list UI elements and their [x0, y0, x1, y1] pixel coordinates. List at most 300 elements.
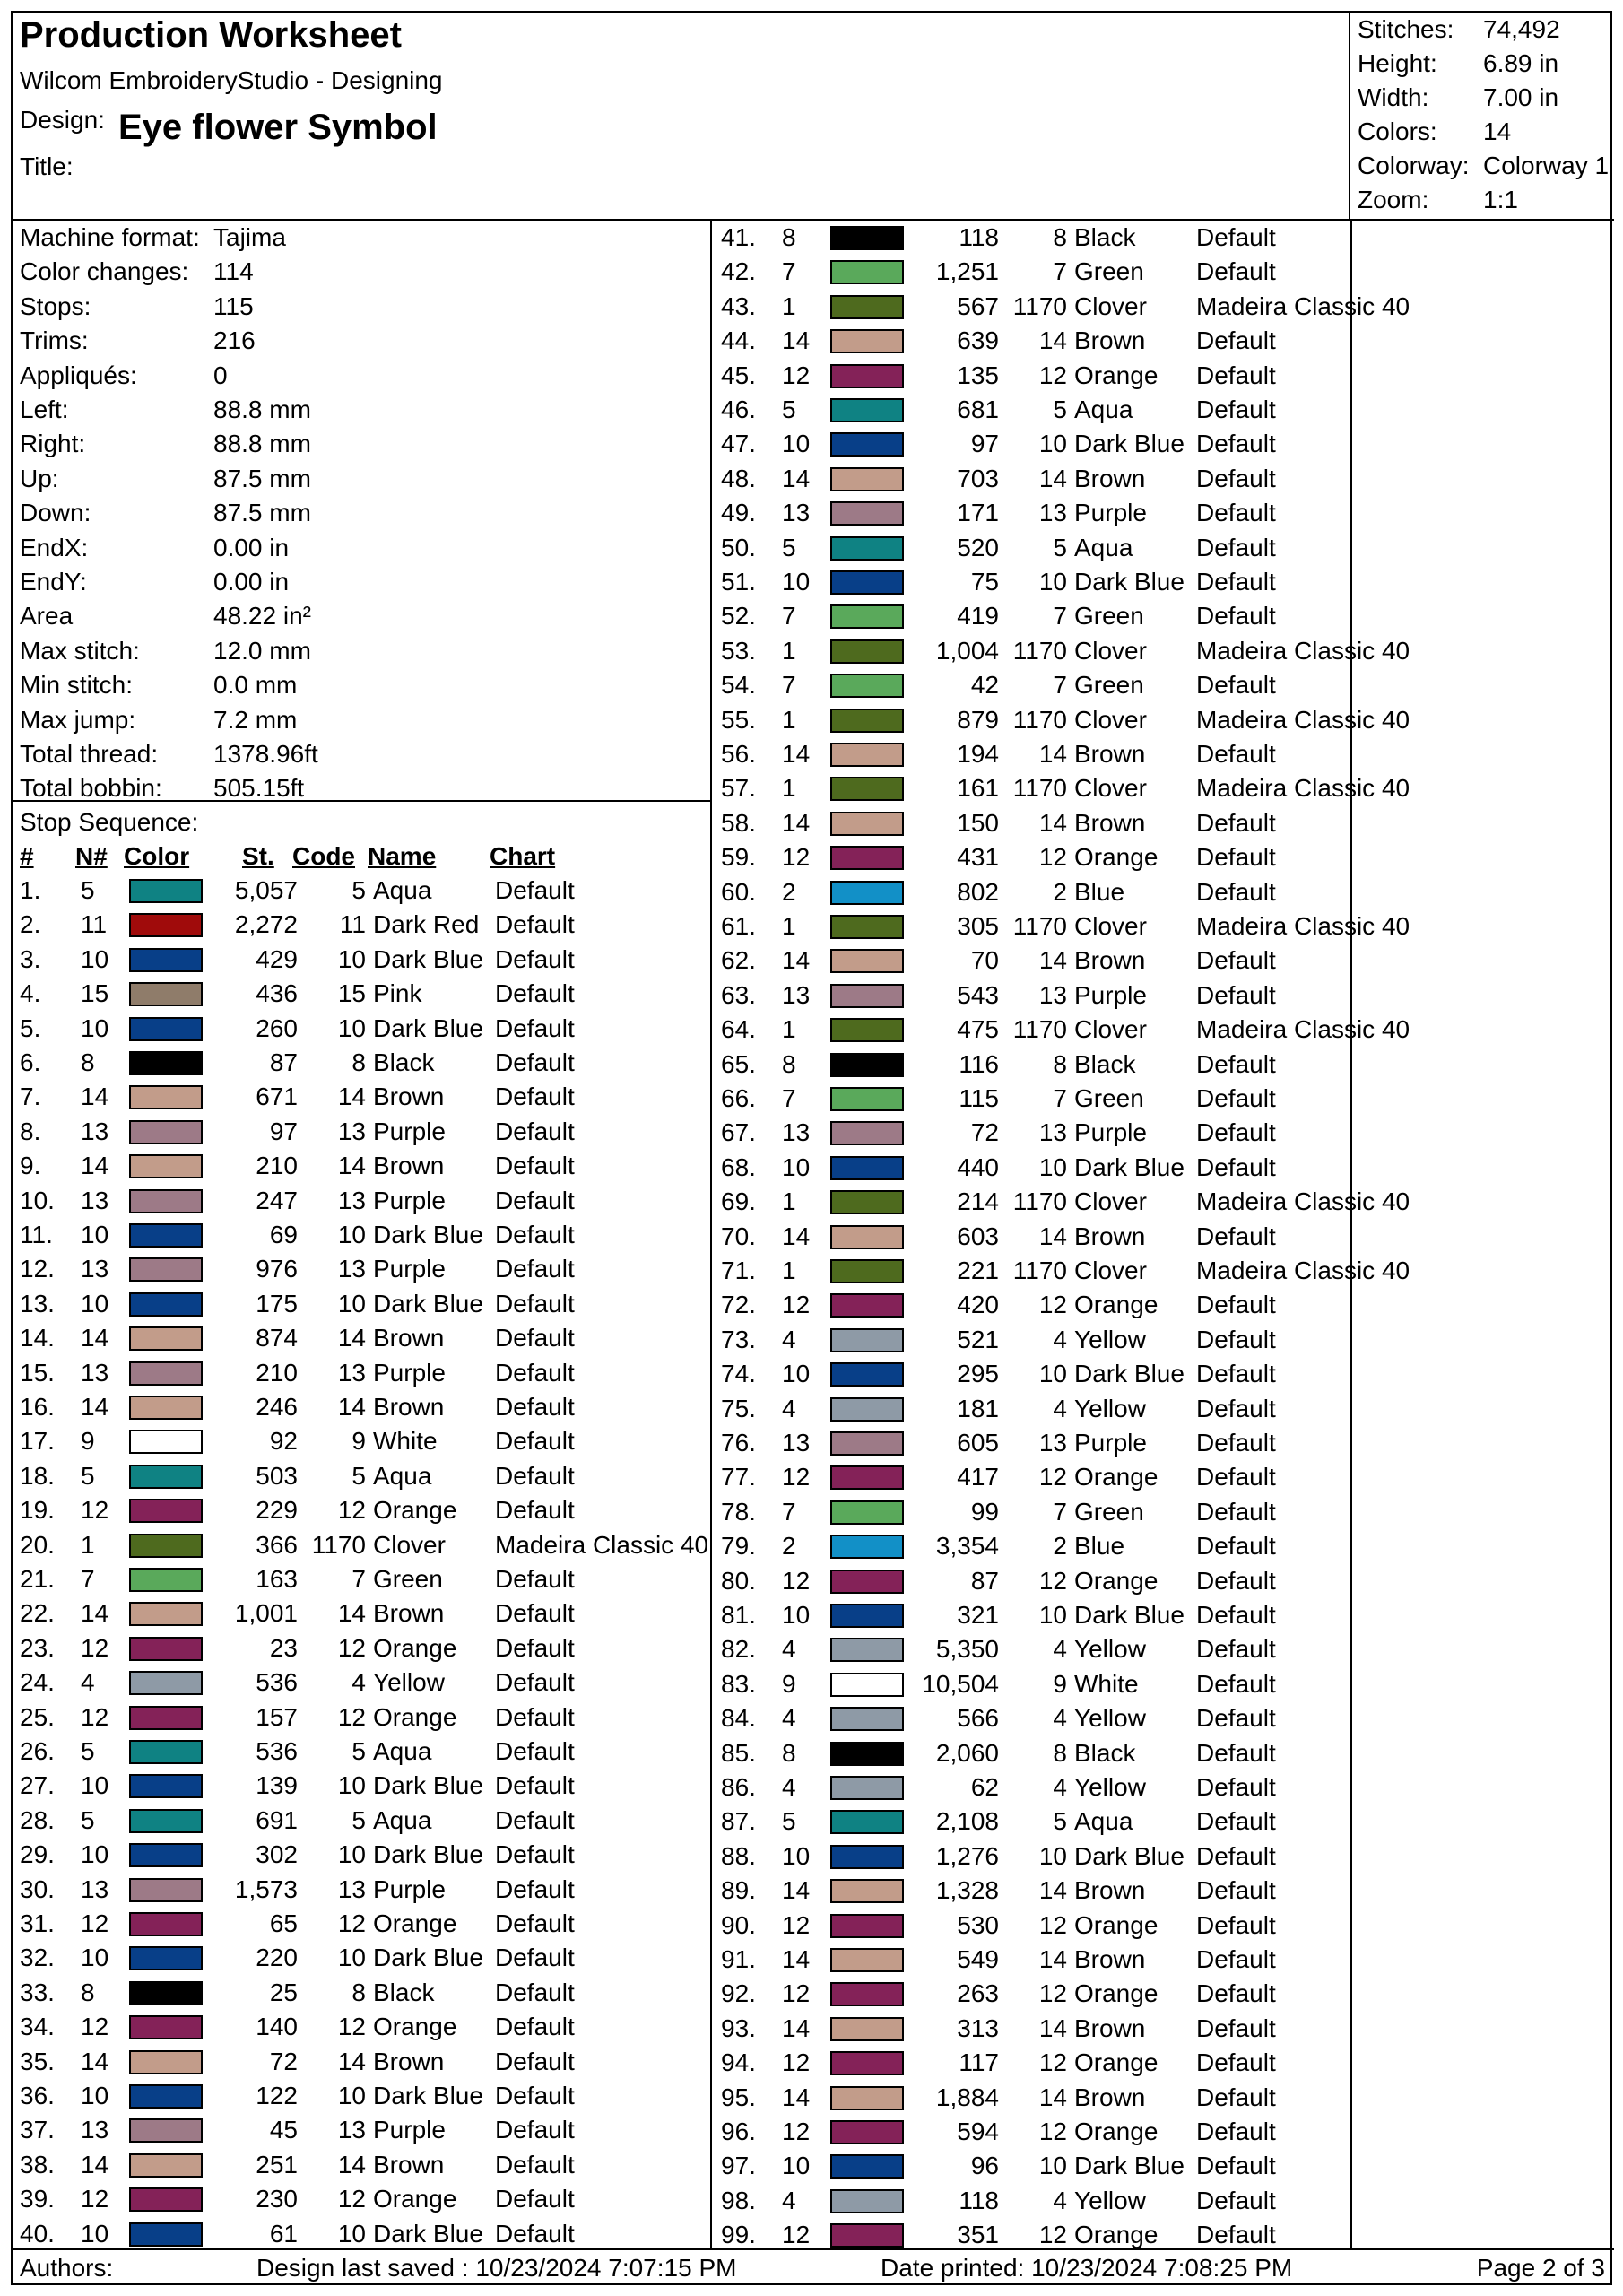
- stitch-count: 431: [957, 843, 999, 872]
- stop-index: 32.: [20, 1944, 55, 1972]
- stitch-count: 99: [970, 1497, 999, 1526]
- stitch-count: 2,108: [935, 1807, 999, 1836]
- thread-chart: Default: [1196, 533, 1276, 561]
- needle-number: 10: [782, 1360, 811, 1388]
- needle-number: 7: [782, 1497, 796, 1526]
- thread-name: White: [373, 1427, 438, 1456]
- needle-number: 12: [782, 2048, 811, 2077]
- page-number: Page 2 of 3: [1476, 2254, 1605, 2282]
- stop-index: 38.: [20, 2150, 55, 2179]
- stop-row: [13, 1769, 712, 1803]
- stop-row: [714, 393, 1413, 427]
- thread-name: Orange: [1074, 843, 1159, 872]
- stop-row: [13, 1046, 712, 1080]
- thread-code: 14: [337, 1083, 366, 1111]
- stitch-count: 603: [957, 1222, 999, 1250]
- needle-number: 14: [782, 2083, 811, 2111]
- needle-number: 10: [782, 1841, 811, 1870]
- needle-number: 13: [782, 499, 811, 527]
- needle-number: 13: [782, 1429, 811, 1457]
- stitch-count: 140: [256, 2013, 298, 2041]
- color-swatch: [830, 2120, 904, 2144]
- thread-name: Green: [1074, 671, 1144, 700]
- needle-number: 1: [782, 1187, 796, 1216]
- stitch-count: 305: [957, 912, 999, 940]
- needle-number: 11: [81, 910, 108, 939]
- thread-chart: Default: [495, 910, 575, 939]
- needle-number: 1: [782, 774, 796, 803]
- thread-chart: Default: [1196, 877, 1276, 906]
- thread-code: 4: [1053, 1394, 1067, 1422]
- thread-code: 12: [1038, 361, 1067, 389]
- color-swatch: [830, 2223, 904, 2248]
- color-swatch: [830, 1500, 904, 1525]
- color-swatch: [129, 982, 203, 1006]
- thread-code: 7: [1053, 257, 1067, 286]
- stitch-count: 1,328: [935, 1876, 999, 1905]
- color-swatch: [129, 2222, 203, 2247]
- needle-number: 12: [782, 1566, 811, 1595]
- header-stats: [1349, 13, 1612, 219]
- thread-name: Green: [373, 1565, 443, 1593]
- color-swatch: [830, 604, 904, 629]
- thread-name: Black: [373, 1978, 435, 2006]
- stop-index: 46.: [721, 396, 756, 423]
- stop-index: 40.: [20, 2219, 55, 2248]
- color-swatch: [830, 1879, 904, 1903]
- thread-chart: Default: [1196, 1360, 1276, 1388]
- thread-code: 12: [337, 1909, 366, 1937]
- worksheet-header: [13, 13, 1614, 221]
- stop-row: [714, 565, 1413, 599]
- property-value: 216: [213, 326, 256, 355]
- needle-number: 14: [782, 326, 811, 355]
- stop-row: [714, 1874, 1413, 1908]
- stitch-count: 1,276: [935, 1841, 999, 1870]
- stop-row: [714, 255, 1413, 289]
- stat-value: 14: [1483, 117, 1512, 145]
- stop-index: 39.: [20, 2185, 55, 2213]
- thread-code: 5: [352, 1737, 366, 1765]
- stop-row: [714, 427, 1413, 461]
- thread-code: 10: [337, 1013, 366, 1042]
- color-swatch: [129, 1809, 203, 1833]
- stop-row: [13, 1390, 712, 1424]
- thread-chart: Default: [495, 1737, 575, 1765]
- stitch-count: 61: [269, 2219, 298, 2248]
- stop-index: 73.: [721, 1325, 756, 1353]
- stop-index: 54.: [721, 671, 756, 700]
- needle-number: 5: [782, 1807, 796, 1836]
- thread-name: Brown: [1074, 326, 1146, 355]
- thread-chart: Default: [1196, 1601, 1276, 1629]
- thread-code: 13: [337, 1117, 366, 1145]
- stitch-count: 520: [957, 533, 999, 561]
- color-swatch: [830, 2051, 904, 2075]
- stitch-count: 530: [957, 1910, 999, 1939]
- thread-name: Pink: [373, 979, 422, 1008]
- stat-value: 7.00 in: [1483, 83, 1559, 111]
- color-swatch: [830, 846, 904, 870]
- color-swatch: [830, 812, 904, 836]
- stop-row: [13, 1149, 712, 1183]
- header-info: [13, 13, 1349, 219]
- needle-number: 7: [782, 671, 796, 700]
- thread-name: Aqua: [373, 1805, 432, 1834]
- stop-index: 71.: [721, 1257, 756, 1284]
- thread-name: Dark Blue: [373, 1289, 483, 1318]
- stop-row: [13, 2148, 712, 2182]
- needle-number: 14: [782, 740, 811, 768]
- thread-name: Brown: [1074, 464, 1146, 492]
- stop-index: 50.: [721, 533, 756, 561]
- property-label: Min stitch:: [20, 671, 134, 700]
- color-swatch: [830, 295, 904, 319]
- thread-code: 14: [1038, 464, 1067, 492]
- thread-code: 12: [337, 1702, 366, 1731]
- stop-index: 16.: [20, 1393, 55, 1421]
- color-swatch: [830, 881, 904, 905]
- needle-number: 10: [782, 1152, 811, 1181]
- thread-code: 10: [337, 1771, 366, 1800]
- stop-index: 34.: [20, 2013, 55, 2041]
- stitch-count: 221: [957, 1257, 999, 1284]
- worksheet: [11, 11, 1612, 2285]
- thread-code: 14: [1038, 326, 1067, 355]
- thread-name: Brown: [1074, 1222, 1146, 1250]
- stop-row: [714, 703, 1413, 737]
- thread-chart: Madeira Classic 40: [495, 1530, 709, 1559]
- thread-name: Brown: [1074, 808, 1146, 837]
- stop-index: 52.: [721, 602, 756, 631]
- thread-chart: Default: [495, 1152, 575, 1180]
- thread-code: 12: [1038, 1566, 1067, 1595]
- thread-chart: Default: [1196, 1222, 1276, 1250]
- stop-index: 94.: [721, 2048, 756, 2077]
- stop-row: [714, 1254, 1413, 1288]
- stop-index: 65.: [721, 1049, 756, 1078]
- property-value: 88.8 mm: [213, 396, 311, 423]
- thread-code: 1170: [1012, 1257, 1067, 1284]
- stop-index: 13.: [20, 1289, 55, 1318]
- needle-number: 13: [81, 1255, 109, 1283]
- needle-number: 1: [81, 1530, 95, 1559]
- thread-chart: Madeira Classic 40: [1196, 636, 1410, 665]
- stop-row: [714, 2046, 1413, 2080]
- thread-code: 7: [1053, 1497, 1067, 1526]
- thread-chart: Default: [495, 2116, 575, 2144]
- stop-row: [714, 1598, 1413, 1632]
- thread-name: Brown: [373, 1324, 445, 1352]
- thread-chart: Default: [1196, 1497, 1276, 1526]
- color-swatch: [129, 1706, 203, 1730]
- needle-number: 2: [782, 1532, 796, 1561]
- thread-name: Clover: [373, 1530, 446, 1559]
- stop-row: [714, 668, 1413, 702]
- thread-name: Orange: [1074, 1910, 1159, 1939]
- needle-number: 5: [782, 533, 796, 561]
- stop-index: 27.: [20, 1771, 55, 1800]
- stop-index: 82.: [721, 1635, 756, 1664]
- needle-number: 14: [81, 1393, 109, 1421]
- stop-index: 30.: [20, 1874, 55, 1903]
- stitch-count: 703: [957, 464, 999, 492]
- stitch-count: 3,354: [935, 1532, 999, 1561]
- thread-code: 13: [337, 1874, 366, 1903]
- column-header-needle: N#: [75, 842, 108, 870]
- thread-code: 2: [1053, 877, 1067, 906]
- stitch-count: 2,272: [234, 910, 298, 939]
- thread-chart: Default: [1196, 2118, 1276, 2145]
- thread-chart: Default: [1196, 1635, 1276, 1664]
- stitch-count: 802: [957, 877, 999, 906]
- color-swatch: [129, 1085, 203, 1109]
- thread-chart: Default: [1196, 2186, 1276, 2214]
- stop-row: [714, 2081, 1413, 2115]
- thread-chart: Default: [495, 1771, 575, 1800]
- thread-name: Purple: [1074, 1118, 1147, 1147]
- stop-index: 62.: [721, 946, 756, 975]
- stop-index: 43.: [721, 291, 756, 320]
- stitch-count: 122: [256, 2082, 298, 2109]
- color-swatch: [830, 329, 904, 353]
- stop-index: 83.: [721, 1669, 756, 1698]
- needle-number: 10: [782, 1601, 811, 1629]
- thread-code: 4: [1053, 1704, 1067, 1733]
- property-label: Machine format:: [20, 223, 200, 251]
- thread-code: 1170: [311, 1530, 366, 1559]
- thread-name: Purple: [1074, 1429, 1147, 1457]
- needle-number: 13: [782, 1118, 811, 1147]
- stop-row: [714, 2012, 1413, 2046]
- needle-number: 4: [782, 1325, 796, 1353]
- needle-number: 5: [81, 1805, 95, 1834]
- stitch-count: 436: [256, 979, 298, 1008]
- stop-index: 6.: [20, 1048, 41, 1076]
- thread-code: 14: [337, 1393, 366, 1421]
- thread-chart: Default: [1196, 1463, 1276, 1492]
- thread-name: Purple: [1074, 980, 1147, 1009]
- stop-index: 19.: [20, 1496, 55, 1525]
- stitch-count: 171: [957, 499, 999, 527]
- stop-index: 9.: [20, 1152, 41, 1180]
- stitch-count: 1,004: [935, 636, 999, 665]
- thread-chart: Default: [1196, 671, 1276, 700]
- thread-chart: Default: [495, 1083, 575, 1111]
- color-swatch: [830, 1638, 904, 1662]
- stop-index: 42.: [721, 257, 756, 286]
- stitch-count: 42: [970, 671, 999, 700]
- thread-code: 8: [1053, 223, 1067, 251]
- property-label: Color changes:: [20, 257, 189, 286]
- stitch-count: 10,504: [922, 1669, 999, 1698]
- thread-chart: Default: [1196, 430, 1276, 458]
- stitch-count: 70: [970, 946, 999, 975]
- needle-number: 10: [81, 2082, 109, 2109]
- thread-name: Yellow: [1074, 1635, 1146, 1664]
- thread-code: 14: [1038, 946, 1067, 975]
- thread-chart: Default: [1196, 808, 1276, 837]
- thread-code: 8: [1053, 1049, 1067, 1078]
- property-value: 1378.96ft: [213, 740, 318, 768]
- stop-row: [13, 1424, 712, 1458]
- thread-code: 14: [1038, 1876, 1067, 1905]
- color-swatch: [129, 1326, 203, 1351]
- color-swatch: [129, 1396, 203, 1420]
- property-label: Max stitch:: [20, 636, 140, 665]
- needle-number: 7: [782, 1084, 796, 1112]
- stitch-count: 181: [957, 1394, 999, 1422]
- column-header-index: #: [20, 842, 34, 870]
- stop-index: 89.: [721, 1876, 756, 1905]
- needle-number: 13: [81, 1186, 109, 1214]
- needle-number: 12: [782, 1291, 811, 1319]
- thread-chart: Default: [495, 1944, 575, 1972]
- color-swatch: [129, 1499, 203, 1523]
- thread-code: 7: [352, 1565, 366, 1593]
- color-swatch: [830, 639, 904, 664]
- thread-code: 7: [1053, 671, 1067, 700]
- thread-name: Brown: [1074, 2013, 1146, 2042]
- thread-code: 13: [337, 1255, 366, 1283]
- stitch-count: 45: [269, 2116, 298, 2144]
- color-swatch: [830, 364, 904, 388]
- thread-chart: Default: [495, 1427, 575, 1456]
- needle-number: 13: [81, 1117, 109, 1145]
- stitch-count: 97: [970, 430, 999, 458]
- thread-name: Brown: [1074, 740, 1146, 768]
- thread-chart: Default: [495, 1186, 575, 1214]
- thread-chart: Default: [495, 2013, 575, 2041]
- stitch-count: 1,001: [234, 1599, 298, 1628]
- thread-chart: Default: [495, 1909, 575, 1937]
- property-label: Stops:: [20, 291, 91, 320]
- thread-code: 10: [337, 944, 366, 973]
- thread-name: Dark Blue: [373, 1013, 483, 1042]
- color-swatch: [830, 1225, 904, 1249]
- stitch-count: 72: [970, 1118, 999, 1147]
- thread-code: 14: [337, 2047, 366, 2075]
- thread-chart: Default: [1196, 361, 1276, 389]
- color-swatch: [129, 1671, 203, 1695]
- stitch-count: 5,057: [234, 876, 298, 904]
- stop-row: [714, 634, 1413, 668]
- thread-name: Brown: [1074, 1945, 1146, 1973]
- color-swatch: [129, 2118, 203, 2143]
- stop-index: 66.: [721, 1084, 756, 1112]
- stitch-count: 419: [957, 602, 999, 631]
- color-swatch: [129, 1568, 203, 1592]
- color-swatch: [830, 777, 904, 801]
- stop-index: 12.: [20, 1255, 55, 1283]
- title-label: Title:: [20, 152, 74, 180]
- stop-index: 72.: [721, 1291, 756, 1319]
- thread-name: Orange: [373, 2013, 457, 2041]
- stop-row: [714, 1564, 1413, 1598]
- stop-index: 26.: [20, 1737, 55, 1765]
- stop-row: [714, 1495, 1413, 1529]
- thread-code: 12: [337, 2185, 366, 2213]
- needle-number: 14: [782, 946, 811, 975]
- stat-label: Width:: [1358, 83, 1429, 111]
- stitch-count: 295: [957, 1360, 999, 1388]
- thread-code: 10: [1038, 1841, 1067, 1870]
- property-value: 48.22 in²: [213, 602, 311, 631]
- needle-number: 7: [81, 1565, 95, 1593]
- needle-number: 8: [782, 223, 796, 251]
- stitch-count: 247: [256, 1186, 298, 1214]
- thread-name: Brown: [373, 2150, 445, 2179]
- stitch-count: 157: [256, 1702, 298, 1731]
- thread-chart: Default: [495, 1358, 575, 1387]
- color-swatch: [830, 2017, 904, 2041]
- stop-index: 99.: [721, 2221, 756, 2249]
- stop-row: [714, 599, 1413, 633]
- thread-name: Orange: [373, 1496, 457, 1525]
- color-swatch: [129, 1878, 203, 1902]
- color-swatch: [830, 570, 904, 595]
- thread-name: Yellow: [1074, 1325, 1146, 1353]
- color-swatch: [830, 743, 904, 767]
- thread-chart: Madeira Classic 40: [1196, 1187, 1410, 1216]
- needle-number: 12: [782, 2118, 811, 2145]
- needle-number: 14: [81, 2047, 109, 2075]
- stat-value: 1:1: [1483, 186, 1518, 213]
- stop-row: [714, 1667, 1413, 1701]
- thread-name: Dark Blue: [373, 1221, 483, 1248]
- thread-chart: Default: [495, 1840, 575, 1869]
- stop-row: [714, 1288, 1413, 1322]
- thread-name: Dark Blue: [373, 2082, 483, 2109]
- thread-chart: Madeira Classic 40: [1196, 1015, 1410, 1044]
- color-swatch: [129, 913, 203, 937]
- needle-number: 14: [782, 464, 811, 492]
- needle-number: 1: [782, 291, 796, 320]
- thread-chart: Default: [495, 1393, 575, 1421]
- property-label: Up:: [20, 464, 59, 492]
- thread-code: 12: [1038, 2118, 1067, 2145]
- needle-number: 14: [782, 1945, 811, 1973]
- stitch-count: 1,573: [234, 1874, 298, 1903]
- stop-row: [13, 1838, 712, 1872]
- thread-chart: Default: [495, 1702, 575, 1731]
- thread-name: Dark Blue: [1074, 1841, 1185, 1870]
- color-swatch: [830, 1707, 904, 1731]
- color-swatch: [129, 1774, 203, 1798]
- needle-number: 8: [81, 1048, 95, 1076]
- needle-number: 7: [782, 257, 796, 286]
- color-swatch: [129, 2187, 203, 2212]
- thread-chart: Default: [1196, 1876, 1276, 1905]
- thread-name: Orange: [1074, 1979, 1159, 2008]
- thread-code: 12: [1038, 1979, 1067, 2008]
- thread-code: 4: [1053, 1325, 1067, 1353]
- stitch-count: 420: [957, 1291, 999, 1319]
- stitch-count: 92: [269, 1427, 298, 1456]
- needle-number: 10: [81, 2219, 109, 2248]
- color-swatch: [830, 1465, 904, 1490]
- color-swatch: [830, 1673, 904, 1697]
- column-header-code: Code: [292, 842, 355, 870]
- thread-name: Aqua: [373, 1461, 432, 1490]
- thread-name: Clover: [1074, 1015, 1147, 1044]
- needle-number: 14: [782, 1876, 811, 1905]
- thread-chart: Default: [1196, 326, 1276, 355]
- thread-name: Dark Blue: [373, 1840, 483, 1869]
- stitch-count: 566: [957, 1704, 999, 1733]
- color-swatch: [830, 674, 904, 698]
- needle-number: 14: [782, 808, 811, 837]
